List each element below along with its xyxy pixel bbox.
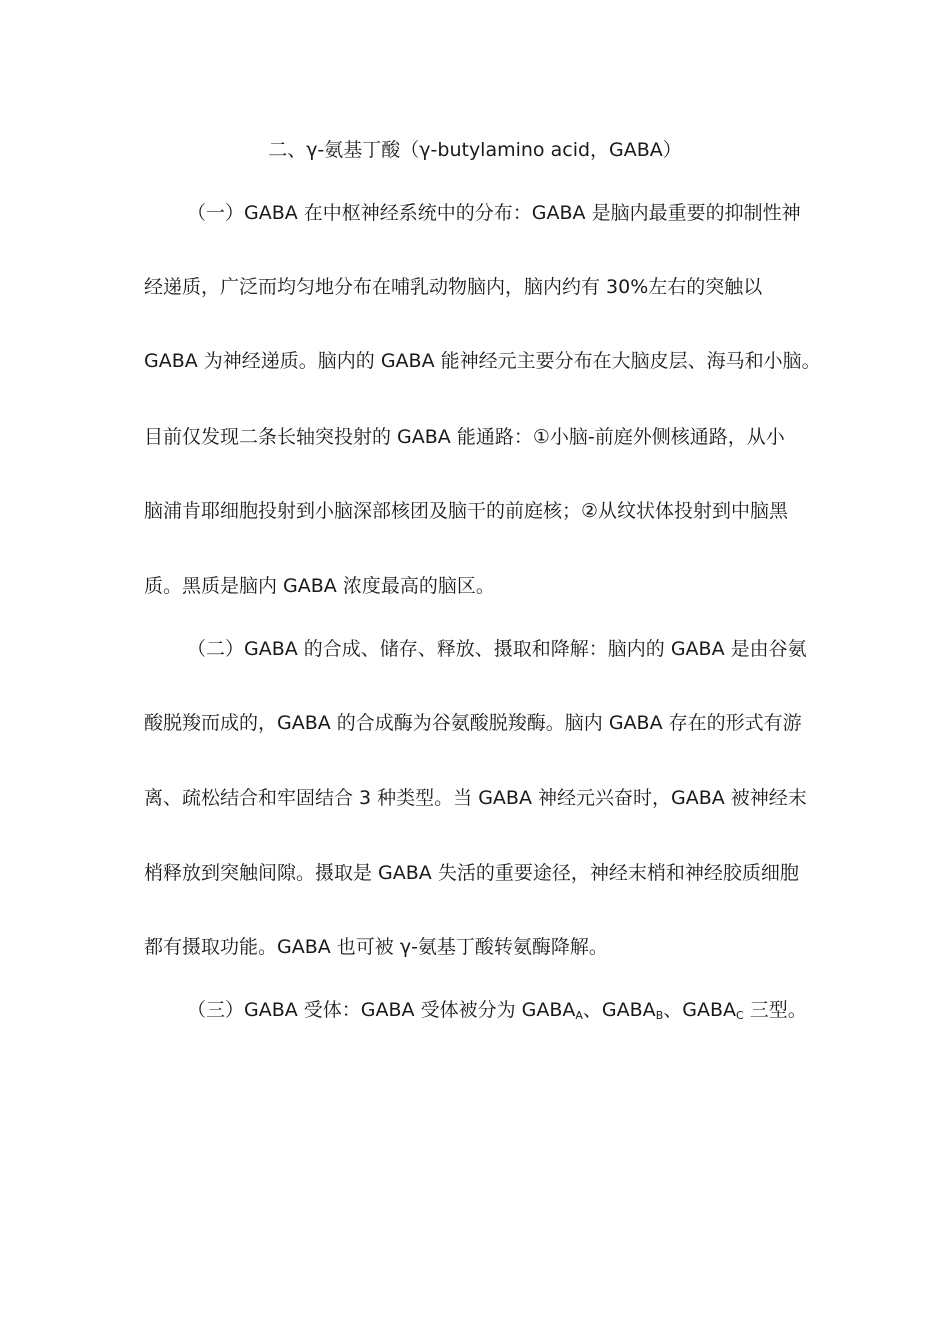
paragraph-1-line-6: 质。黑质是脑内 GABA 浓度最高的脑区。 — [144, 575, 495, 597]
paragraph-1-line-2: 经递质，广泛而均匀地分布在哺乳动物脑内，脑内约有 30%左右的突触以 — [144, 276, 763, 298]
paragraph-2-line-2: 酸脱羧而成的，GABA 的合成酶为谷氨酸脱羧酶。脑内 GABA 存在的形式有游 — [144, 712, 802, 734]
receptor-separator-2: 、GABA — [663, 999, 736, 1021]
paragraph-1-line-3: GABA 为神经递质。脑内的 GABA 能神经元主要分布在大脑皮层、海马和小脑。 — [144, 350, 821, 372]
receptor-subscript-c: C — [736, 1009, 744, 1022]
receptor-separator-1: 、GABA — [582, 999, 656, 1021]
paragraph-1-line-5: 脑浦肯耶细胞投射到小脑深部核团及脑干的前庭核；②从纹状体投射到中脑黑 — [144, 500, 789, 522]
receptor-subscript-b: B — [655, 1009, 664, 1022]
paragraph-2-line-4: 梢释放到突触间隙。摄取是 GABA 失活的重要途径，神经末梢和神经胶质细胞 — [144, 862, 799, 884]
paragraph-3-line-1 — [187, 993, 807, 1033]
paragraph-2-line-3: 离、疏松结合和牢固结合 3 种类型。当 GABA 神经元兴奋时，GABA 被神经末 — [144, 787, 807, 809]
section-title: 二、γ-氨基丁酸（γ-butylamino acid，GABA） — [268, 139, 682, 161]
receptor-text-prefix: （三）GABA 受体：GABA 受体被分为 GABA — [187, 999, 576, 1021]
paragraph-2-line-1: （二）GABA 的合成、储存、释放、摄取和降解：脑内的 GABA 是由谷氨 — [187, 638, 807, 660]
receptor-text-suffix: 三型。 — [743, 999, 807, 1021]
paragraph-1-line-4: 目前仅发现二条长轴突投射的 GABA 能通路：①小脑-前庭外侧核通路，从小 — [144, 426, 785, 448]
paragraph-2-line-5: 都有摄取功能。GABA 也可被 γ-氨基丁酸转氨酶降解。 — [144, 936, 608, 958]
paragraph-1-line-1: （一）GABA 在中枢神经系统中的分布：GABA 是脑内最重要的抑制性神 — [187, 202, 801, 224]
receptor-subscript-a: A — [575, 1009, 583, 1022]
